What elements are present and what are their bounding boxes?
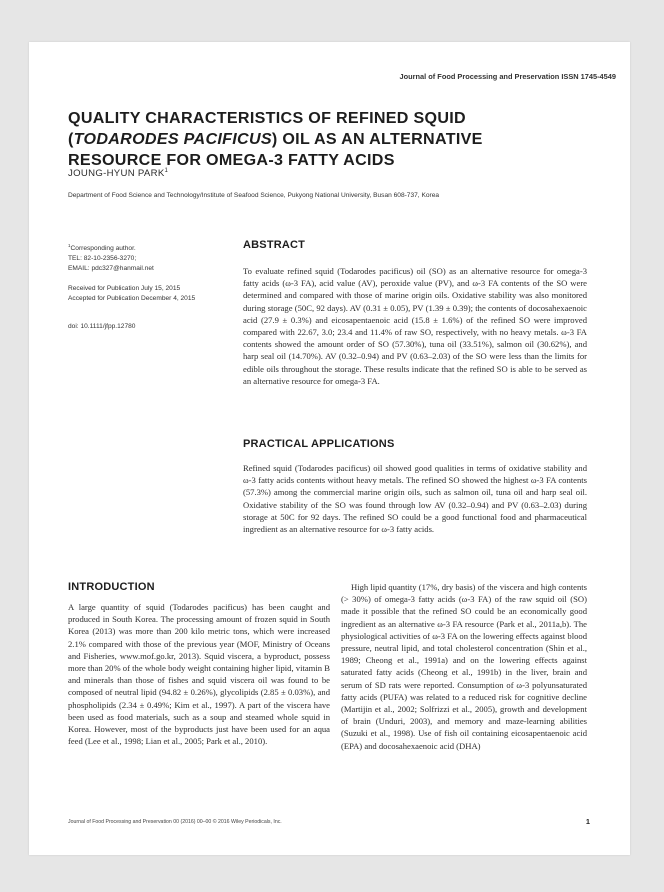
paper-page: [29, 42, 630, 855]
doi: doi: 10.1111/jfpp.12780: [68, 323, 136, 330]
abstract-heading: ABSTRACT: [243, 239, 306, 251]
corresponding-author-block: $^1$Corresponding author. TEL: 82-10-2356-3270; EMAIL: pdc327@hanmail.net: [68, 241, 243, 274]
species-name: TODARODES PACIFICUS: [73, 130, 272, 148]
journal-header: Journal of Food Processing and Preservation ISSN 1745-4549: [399, 72, 616, 81]
introduction-heading: INTRODUCTION: [68, 581, 155, 593]
abstract-text: To evaluate refined squid (Todarodes pacificus) oil (SO) as an alternative resource for omega-3 fatty acids (ω-3 FA), acid value (AV), peroxide value (PV), and ω-3 FA contents of the SO were determined and compared with those of marine origin oils. Oxidative stability was also monitored during storage (50C, 92 days). AV (0.31 ± 0.05), PV (1.39 ± 0.39); the contents of docosahexaenoic acid (27.9 ± 0.3%) and eicosapentaenoic acid (15.8 ± 1.6%) of the refined SO were improved compared with 22.67, 3.0; 23.4 and 11.4% of raw SO, respectively, with no heavy metals. ω-3 FA contents showed the amount order of SO (57.30%), tuna oil (33.51%), salmon oil (30.62%), and harp seal oil (14.70%). AV (0.32–0.94) and PV (0.63–2.03) of the SO were less than the limits for edible oils throughout the storage. These results indicate that the refined SO is able to be served as an alternative resource for omega-3 FA.: [243, 266, 587, 386]
affiliation: Department of Food Science and Technology/Institute of Seafood Science, Pukyong National University, Busan 608-737, Korea: [68, 192, 440, 199]
title-line-2: (TODARODES PACIFICUS) OIL AS AN ALTERNATIVE: [68, 130, 483, 148]
introduction-left-column: A large quantity of squid (Todarodes pacificus) has been caught and produced in South Korea. The processing amount of frozen squid in South Korea (2013) was more than 200 kilo metric tons, which were increased 2.1% compared with those of the previous year (MOF, Ministry of Oceans and Fisheries, www.mof.go.kr, 2013). Squid viscera, a byproduct, possess more than 20% of the whole body weight containing higher lipid, vitamin B and minerals than those of fishes and squid viscera oil was found to be composed of neutral lipid (94.82 ± 0.26%), glycolipids (2.85 ± 0.03%), and phospholipids (2.34 ± 0.49%; Kim et al., 1997). A part of the viscera have been used as food materials, such as a soup and steamed whole squid in Korea. However, most of the byproducts just have been used for an aqua feed (Lee et al., 1998; Lian et al., 2005; Park et al., 2010).: [68, 602, 330, 747]
author-email: EMAIL: pdc327@hanmail.net: [68, 265, 154, 273]
page-number: 1: [585, 817, 590, 826]
introduction-right-column: High lipid quantity (17%, dry basis) of the viscera and high contents (> 30%) of omega-3 fatty acids (ω-3 FA) of the raw squid oil (SO) made it possible that the refined SO could be an economically good ingredient as an alternative ω-3 FA resource (Park et al., 2011a,b). The physiological activities of ω-3 FA on the lowering effects against blood pressure, neutral lipid, and total cholesterol concentration (Shin et al., 1989; Cheong et al., 1991a) and on the lowering effects against saturated fatty acids (Cheong et al., 1991b) in the liver, brain and serum of SD rats were reported. Consumption of ω-3 polyunsaturated fatty acids (PUFA) was related to a reduced risk for cognitive decline (Martijin et al., 2002; Solfrizzi et al., 2005), growth and development of brain (Unduri, 2003), and memory and maze-learning abilities (Suzuki et al., 1998). Use of fish oil containing eicosapentaenoic acid (EPA) and docosahexaenoic acid (DHA): [341, 582, 587, 751]
author-name: JOUNG-HYUN PARK: [68, 168, 165, 180]
accepted-date: Accepted for Publication December 4, 2015: [68, 295, 196, 302]
author-phone: TEL: 82-10-2356-3270;: [68, 255, 137, 263]
practical-applications-text: Refined squid (Todarodes pacificus) oil showed good qualities in terms of oxidative stability and ω-3 fatty acids contents without heavy metals. The refined SO showed the highest ω-3 FA contents (57.3%) among the commercial marine origin oils, such as salmon oil, tuna oil and harp seal oil. Oxidative stability of the SO was found through low AV (0.32–0.94) and PV (0.63–2.03) during storage at 50C for 92 days. The refined SO could be a good functional food and pharmaceutical ingredient as an alternative resource for ω-3 fatty acids.: [243, 463, 587, 535]
author-superscript: 1: [164, 168, 169, 174]
publication-dates: [68, 284, 243, 304]
practical-applications-heading: PRACTICAL APPLICATIONS: [243, 438, 395, 450]
title-line-3: RESOURCE FOR OMEGA-3 FATTY ACIDS: [68, 151, 395, 169]
footer-citation: Journal of Food Processing and Preservation 00 (2016) 00–00 © 2016 Wiley Periodicals, Inc.: [68, 819, 282, 825]
received-date: Received for Publication July 15, 2015: [68, 285, 181, 292]
title-line-1: QUALITY CHARACTERISTICS OF REFINED SQUID: [68, 109, 466, 127]
corresponding-label: Corresponding author.: [70, 245, 136, 253]
author: [68, 168, 168, 179]
paper-title: [68, 108, 588, 171]
